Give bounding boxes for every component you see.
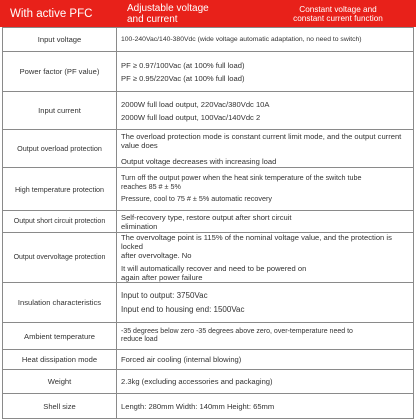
value-line: again after power failure (121, 273, 203, 282)
row-value (117, 350, 414, 370)
row-value (117, 323, 414, 350)
value-line: 100-240Vac/140-380Vdc (wide voltage automatic adaptation, no need to switch) (121, 36, 362, 43)
header-adjustable-line1: Adjustable voltage (127, 2, 209, 14)
row-label: High temperature protection (3, 168, 117, 211)
row-value (117, 211, 414, 233)
value-line: The overload protection mode is constant current limit mode, and the output current value does (121, 131, 402, 150)
value-line: Length: 280mm Width: 140mm Height: 65mm (121, 401, 275, 411)
header-constant-line2: constant current function (293, 13, 383, 23)
value-line: -35 degrees below zero -35 degrees above zero, over-temperature need to (121, 328, 353, 335)
table-row (3, 233, 414, 283)
row-label: Output overvoltage protection (3, 233, 117, 283)
row-value (117, 52, 414, 92)
table-row (3, 28, 414, 52)
value-line: elimination (121, 221, 158, 231)
value-line: Input end to housing end: 1500Vac (121, 304, 245, 314)
header-pfc: With active PFC (10, 7, 93, 20)
table-row (3, 283, 414, 323)
header-adjustable (121, 0, 254, 27)
value-line: PF ≥ 0.95/220Vac (at 100% full load) (121, 73, 245, 83)
row-label: Insulation characteristics (3, 283, 117, 323)
value-line: It will automatically recover and need to be powered on (121, 264, 307, 273)
header-constant (254, 0, 416, 27)
value-line: Output voltage decreases with increasing load (121, 156, 277, 166)
value-line: PF ≥ 0.97/100Vac (at 100% full load) (121, 60, 245, 70)
value-line: Input to output: 3750Vac (121, 290, 208, 300)
value-line: after overvoltage. No (121, 251, 192, 260)
row-value (117, 283, 414, 323)
table-row (3, 52, 414, 92)
header-bar (0, 0, 416, 27)
row-label: Shell size (3, 394, 117, 419)
value-line: reaches 85 # ± 5% (121, 181, 181, 191)
value-line: 2000W full load output, 100Vac/140Vdc 2 (121, 112, 261, 122)
header-adjustable-line2: and current (127, 13, 178, 25)
row-label: Input current (3, 92, 117, 130)
table-row (3, 130, 414, 168)
value-line: The overvoltage point is 115% of the nominal voltage value, and the protection is locked (121, 233, 392, 251)
table-row (3, 394, 414, 419)
table-row (3, 350, 414, 370)
row-label: Weight (3, 370, 117, 394)
value-line: reduce load (121, 336, 158, 343)
table-row (3, 323, 414, 350)
spec-table (2, 27, 414, 419)
table-row (3, 92, 414, 130)
row-value (117, 370, 414, 394)
row-value (117, 28, 414, 52)
row-value (117, 168, 414, 211)
table-row (3, 370, 414, 394)
value-line: Turn off the output power when the heat sink temperature of the switch tube (121, 173, 362, 183)
row-label: Output overload protection (3, 130, 117, 168)
row-value (117, 233, 414, 283)
row-value (117, 92, 414, 130)
header-constant-line1: Constant voltage and (299, 4, 377, 14)
row-value (117, 394, 414, 419)
row-label: Ambient temperature (3, 323, 117, 350)
value-line: 2000W full load output, 220Vac/380Vdc 10A (121, 99, 270, 109)
table-row (3, 211, 414, 233)
value-line: Self-recovery type, restore output after short circuit (121, 212, 292, 222)
row-label: Output short circuit protection (3, 211, 117, 233)
value-line: Pressure, cool to 75 # ± 5% automatic recovery (121, 194, 272, 204)
row-value (117, 130, 414, 168)
row-label: Power factor (PF value) (3, 52, 117, 92)
table-row (3, 168, 414, 211)
row-label: Input voltage (3, 28, 117, 52)
value-line: Forced air cooling (internal blowing) (121, 355, 242, 364)
value-line: 2.3kg (excluding accessories and packaging) (121, 377, 273, 386)
row-label: Heat dissipation mode (3, 350, 117, 370)
